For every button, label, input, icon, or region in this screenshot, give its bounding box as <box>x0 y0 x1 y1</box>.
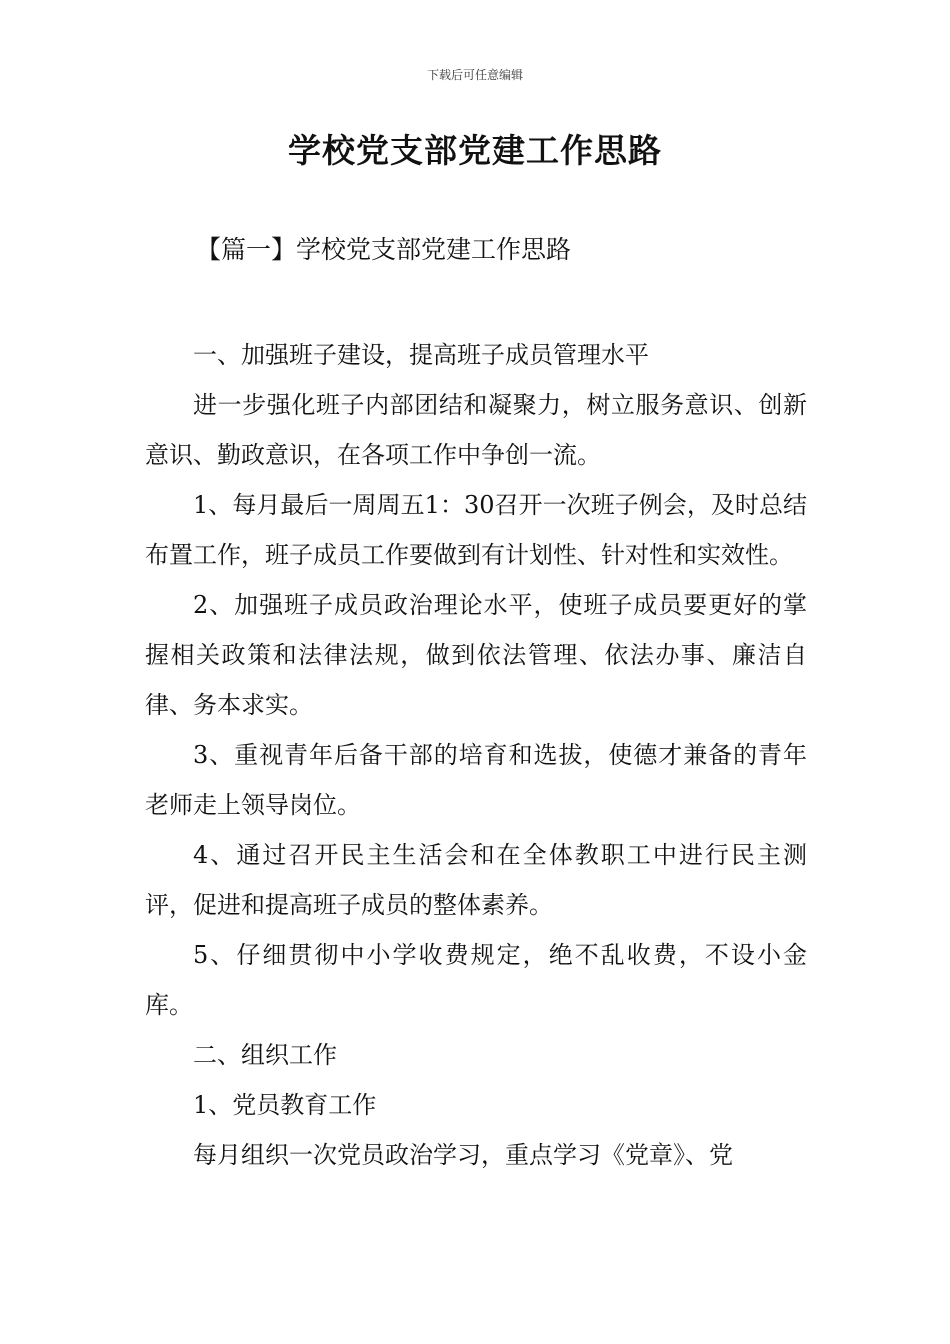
paragraph: 1、党员教育工作 <box>193 1091 377 1119</box>
paragraph: 每月组织一次党员政治学习，重点学习《党章》、党 <box>193 1141 733 1169</box>
paragraph: 进一步强化班子内部团结和凝聚力，树立服务意识、创新意识、勤政意识，在各项工作中争创一流。 <box>145 391 807 469</box>
header-note: 下载后可任意编辑 <box>426 68 523 82</box>
paragraph: 5、仔细贯彻中小学收费规定，绝不乱收费，不设小金库。 <box>145 941 807 1019</box>
paragraph: 2、加强班子成员政治理论水平，使班子成员要更好的掌握相关政策和法律法规，做到依法管理、依法办事、廉洁自律、务本求实。 <box>145 591 807 719</box>
document-title: 学校党支部党建工作思路 <box>288 131 662 170</box>
paragraph: 1、每月最后一周周五1：30召开一次班子例会，及时总结布置工作，班子成员工作要做到有计划性、针对性和实效性。 <box>145 491 807 569</box>
paragraph: 二、组织工作 <box>193 1041 337 1069</box>
paragraph: 3、重视青年后备干部的培育和选拔，使德才兼备的青年老师走上领导岗位。 <box>145 741 807 819</box>
section-title: 【篇一】学校党支部党建工作思路 <box>196 235 572 264</box>
document-body <box>145 330 807 1180</box>
paragraph: 一、加强班子建设，提高班子成员管理水平 <box>193 341 649 369</box>
paragraph: 4、通过召开民主生活会和在全体教职工中进行民主测评，促进和提高班子成员的整体素养。 <box>145 841 807 919</box>
